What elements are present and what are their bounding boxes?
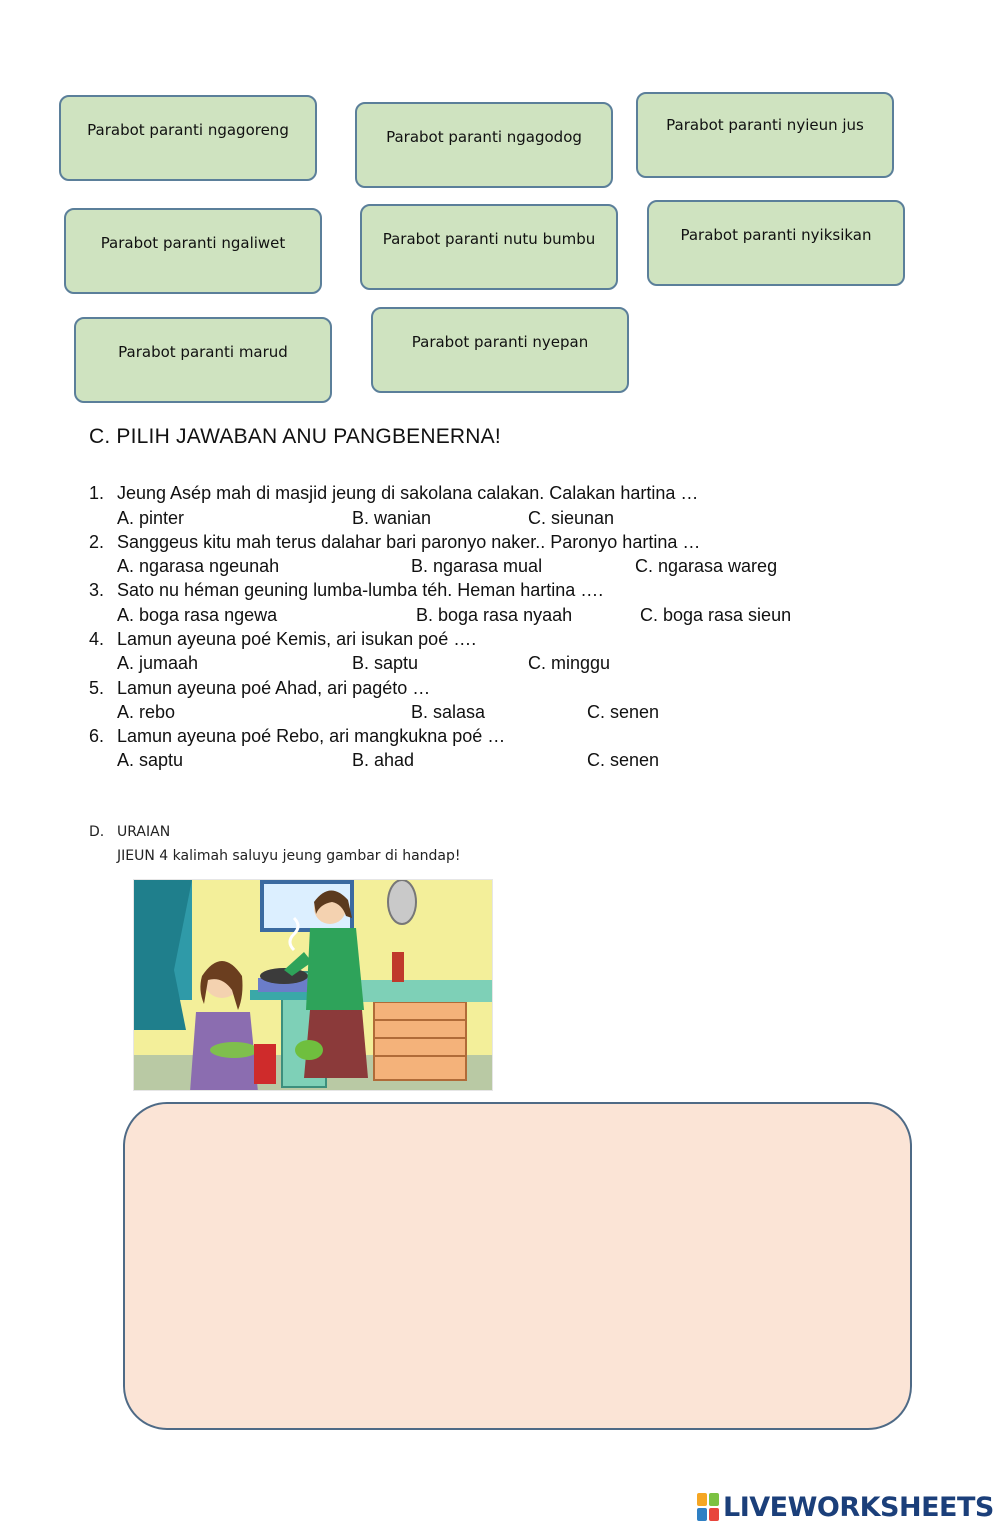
question-5 [89,678,430,699]
brand-text: LIVEWORKSHEETS [723,1491,994,1523]
liveworksheets-brand [697,1490,994,1524]
question-number: 4. [89,629,105,649]
drop-box-label: Parabot paranti nyiksikan [680,226,872,244]
drop-box-label: Parabot paranti marud [118,343,288,361]
question-text: Jeung Asép mah di masjid jeung di sakolana calakan. Calakan hartina … [117,483,699,503]
kitchen-illustration [133,879,493,1091]
drop-box-nyiksikan[interactable] [647,200,905,286]
q5-option-c[interactable]: C. senen [587,702,660,722]
drop-box-nyepan[interactable] [371,307,629,393]
q3-option-a[interactable]: A. boga rasa ngewa [117,605,278,625]
q3-option-b[interactable]: B. boga rasa nyaah [416,605,573,625]
drop-box-ngaliwet[interactable] [64,208,322,294]
q2-option-a[interactable]: A. ngarasa ngeunah [117,556,280,576]
drop-box-ngagodog[interactable] [355,102,613,188]
question-2 [89,532,700,553]
q6-option-c[interactable]: C. senen [587,750,660,770]
question-number: 2. [89,532,105,552]
question-1 [89,483,698,504]
drop-box-label: Parabot paranti nyieun jus [666,116,864,134]
liveworksheets-logo-icon [697,1493,719,1521]
q4-option-a[interactable]: A. jumaah [117,653,199,673]
answer-textbox[interactable] [123,1102,912,1430]
section-d-instruction: JIEUN 4 kalimah saluyu jeung gambar di handap! [117,848,461,864]
question-number: 5. [89,678,105,698]
q5-option-a[interactable]: A. rebo [117,702,176,722]
drop-box-nutu-bumbu[interactable] [360,204,618,290]
q2-option-c[interactable]: C. ngarasa wareg [635,556,778,576]
drop-box-label: Parabot paranti nutu bumbu [382,230,596,248]
drop-box-nyieun-jus[interactable] [636,92,894,178]
question-text: Lamun ayeuna poé Kemis, ari isukan poé …. [117,629,477,649]
question-number: 1. [89,483,105,503]
drop-box-marud[interactable] [74,317,332,403]
q4-option-c[interactable]: C. minggu [528,653,611,673]
drop-box-ngagoreng[interactable] [59,95,317,181]
question-3 [89,580,603,601]
answer-input[interactable] [125,1104,910,1428]
drop-box-label: Parabot paranti nyepan [411,333,589,351]
q2-option-b[interactable]: B. ngarasa mual [411,556,543,576]
section-c-heading: C. PILIH JAWABAN ANU PANGBENERNA! [89,425,501,448]
question-6 [89,726,505,747]
question-text: Lamun ayeuna poé Ahad, ari pagéto … [117,678,431,698]
question-text: Sato nu héman geuning lumba-lumba téh. Heman hartina …. [117,580,604,600]
q1-option-b[interactable]: B. wanian [352,508,432,528]
section-d-label: D. [89,824,105,840]
question-4 [89,629,476,650]
q1-option-a[interactable]: A. pinter [117,508,185,528]
q1-option-c[interactable]: C. sieunan [528,508,615,528]
q6-option-b[interactable]: B. ahad [352,750,415,770]
q5-option-b[interactable]: B. salasa [411,702,486,722]
question-text: Sanggeus kitu mah terus dalahar bari paronyo naker.. Paronyo hartina … [117,532,701,552]
section-d-title: URAIAN [117,824,171,840]
drop-box-label: Parabot paranti ngagoreng [87,121,289,139]
section-d-heading [89,824,170,840]
question-text: Lamun ayeuna poé Rebo, ari mangkukna poé … [117,726,506,746]
question-number: 3. [89,580,105,600]
q6-option-a[interactable]: A. saptu [117,750,184,770]
q4-option-b[interactable]: B. saptu [352,653,419,673]
drop-box-label: Parabot paranti ngagodog [386,128,582,146]
drop-box-label: Parabot paranti ngaliwet [100,234,286,252]
question-number: 6. [89,726,105,746]
q3-option-c[interactable]: C. boga rasa sieun [640,605,792,625]
